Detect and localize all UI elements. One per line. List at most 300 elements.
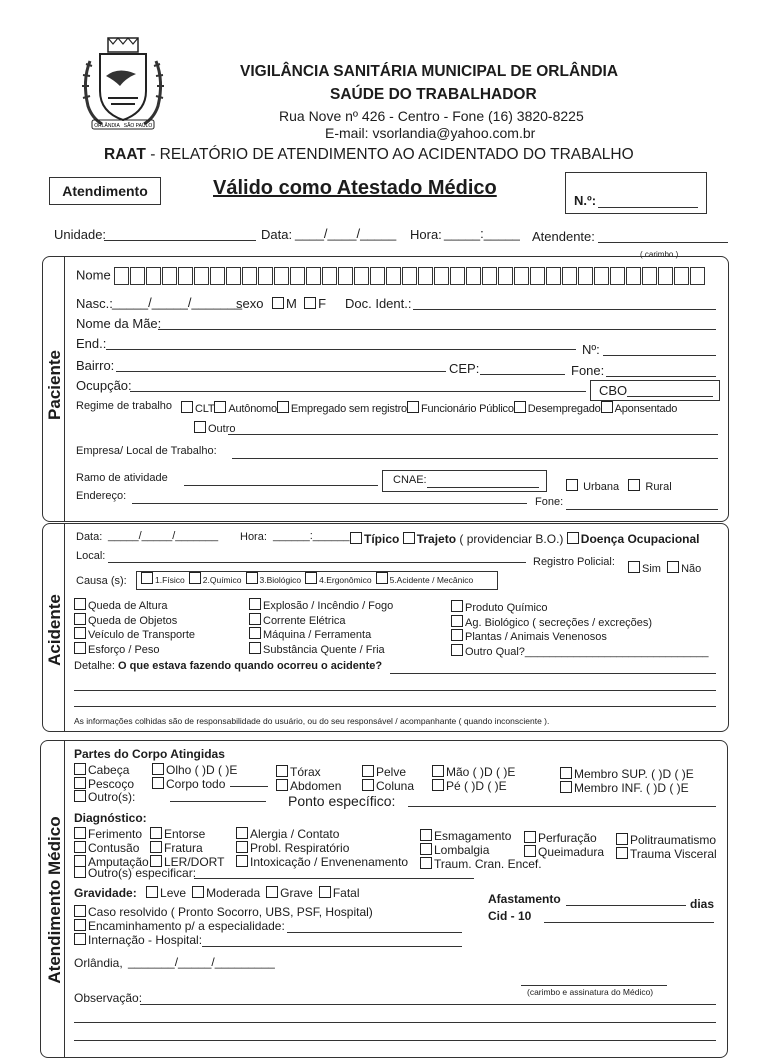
sexo-m-checkbox[interactable] xyxy=(272,297,284,309)
obs-field-1[interactable] xyxy=(140,1004,716,1005)
sexo-label: sexo xyxy=(236,296,264,311)
nome-char-box[interactable] xyxy=(562,267,577,285)
empresa-field[interactable] xyxy=(232,458,718,459)
queda-de-altura-checkbox[interactable] xyxy=(74,598,86,610)
outro-qual-label: Outro Qual? xyxy=(465,645,525,658)
no-field[interactable] xyxy=(603,355,716,356)
outros-esp-field[interactable] xyxy=(194,878,474,879)
regime-desempregado-checkbox[interactable] xyxy=(514,401,526,413)
abdomen-checkbox[interactable] xyxy=(276,779,288,791)
dept-title: SAÚDE DO TRABALHADOR xyxy=(330,86,537,103)
nome-char-box[interactable] xyxy=(674,267,689,285)
nome-char-box[interactable] xyxy=(386,267,401,285)
raat-code: RAAT xyxy=(104,146,146,163)
registro-sim-checkbox[interactable] xyxy=(628,561,640,573)
regime-outro-checkbox[interactable] xyxy=(194,421,206,433)
nome-char-box[interactable] xyxy=(242,267,257,285)
regime-aponsentado-checkbox[interactable] xyxy=(601,401,613,413)
outros-field[interactable] xyxy=(170,801,266,802)
ramo-field[interactable] xyxy=(184,485,378,486)
gravidade-row xyxy=(74,886,360,900)
sexo-m-label: M xyxy=(286,296,297,311)
ocupacao-field[interactable] xyxy=(130,391,586,392)
medico-title: Atendimento Médico xyxy=(45,816,64,984)
outros-checkbox[interactable] xyxy=(74,790,86,802)
local-label: Local: xyxy=(76,550,106,562)
option-row xyxy=(451,629,708,644)
option-row xyxy=(451,615,708,630)
nome-char-box[interactable] xyxy=(546,267,561,285)
diag-col5 xyxy=(524,831,604,859)
partes-col3 xyxy=(276,765,341,792)
ag-biologico-secrecoes-excrecoes-label: Ag. Biológico ( secreções / excreções) xyxy=(465,616,653,629)
nome-char-box[interactable] xyxy=(434,267,449,285)
acidente-data-label: Data: xyxy=(76,531,103,543)
causa-label: Causa (s): xyxy=(76,575,127,587)
diag-col6 xyxy=(616,833,717,861)
detalhe-field-2[interactable] xyxy=(74,690,716,691)
nome-char-box[interactable] xyxy=(130,267,145,285)
conduta-rows xyxy=(74,905,373,947)
option-row xyxy=(150,841,224,855)
gravidade-leve-label: Leve xyxy=(160,886,187,900)
option-row xyxy=(616,847,717,861)
assinatura-line[interactable] xyxy=(521,985,667,986)
gravidade-grave-label: Grave xyxy=(280,886,313,900)
detalhe-field-3[interactable] xyxy=(74,706,716,707)
option-row xyxy=(451,644,708,659)
veiculo-de-transporte-checkbox[interactable] xyxy=(74,627,86,639)
diag-col3 xyxy=(236,827,408,869)
atendente-label: Atendente: xyxy=(532,229,595,244)
hora-label: Hora: xyxy=(410,227,442,242)
ocupacao-label: Ocupção: xyxy=(76,378,132,393)
encam-field[interactable] xyxy=(287,932,462,933)
regime-autonomo-checkbox[interactable] xyxy=(214,401,226,413)
torax-label: Tórax xyxy=(290,765,321,779)
ponto-label: Ponto específico: xyxy=(288,793,396,809)
nome-char-box[interactable] xyxy=(274,267,289,285)
obs-field-3[interactable] xyxy=(74,1040,716,1041)
cbo-label: CBO xyxy=(599,383,628,398)
obs-field-2[interactable] xyxy=(74,1022,716,1023)
nome-char-box[interactable] xyxy=(322,267,337,285)
acidente-col1 xyxy=(74,598,195,656)
cep-label: CEP: xyxy=(449,361,480,376)
data-field[interactable]: ____/____/_____ xyxy=(295,226,397,241)
intoxicacao-envenenamento-checkbox[interactable] xyxy=(236,855,248,867)
fone-field[interactable] xyxy=(606,376,716,377)
municipal-crest-icon xyxy=(78,36,168,131)
option-row xyxy=(420,857,542,871)
end-label: End.: xyxy=(76,336,107,351)
trajeto-checkbox[interactable] xyxy=(403,532,415,544)
causa-4-checkbox[interactable] xyxy=(305,572,317,584)
hora-field[interactable]: _____:_____ xyxy=(444,226,520,241)
perfuracao-checkbox[interactable] xyxy=(524,831,536,843)
fratura-label: Fratura xyxy=(164,841,203,855)
cbo-box[interactable] xyxy=(590,380,720,401)
option-row xyxy=(74,598,195,613)
regime-clt-checkbox[interactable] xyxy=(181,401,193,413)
cabeca-checkbox[interactable] xyxy=(74,763,86,775)
end-field[interactable] xyxy=(106,349,576,350)
entorse-label: Entorse xyxy=(164,827,206,841)
outros-label: Outro(s): xyxy=(88,790,136,804)
nome-char-box[interactable] xyxy=(658,267,673,285)
option-row xyxy=(616,833,717,847)
gravidade-moderada-checkbox[interactable] xyxy=(192,886,204,898)
obs-label: Observação: xyxy=(74,991,143,1005)
queda-de-objetos-checkbox[interactable] xyxy=(74,613,86,625)
ramo-label: Ramo de atividade xyxy=(76,472,168,484)
nome-char-box[interactable] xyxy=(642,267,657,285)
olho-label: Olho ( )D ( )E xyxy=(166,763,238,777)
politraumatismo-checkbox[interactable] xyxy=(616,833,628,845)
trauma-visceral-label: Trauma Visceral xyxy=(630,847,717,861)
pe-checkbox[interactable] xyxy=(432,779,444,791)
option-row xyxy=(74,627,195,642)
gravidade-fatal-label: Fatal xyxy=(332,886,360,900)
diag-title: Diagnóstico: xyxy=(74,811,147,825)
option-row xyxy=(249,627,393,642)
causa-1-checkbox[interactable] xyxy=(141,572,153,584)
rural-checkbox[interactable] xyxy=(628,479,640,491)
cnae-label: CNAE: xyxy=(393,474,427,486)
detalhe-question: O que estava fazendo quando ocorreu o acidente? xyxy=(118,660,383,672)
perfuracao-label: Perfuração xyxy=(538,831,597,845)
registro-options xyxy=(628,561,701,575)
raat-title xyxy=(104,146,634,164)
urbana-label: Urbana xyxy=(583,481,620,493)
lombalgia-label: Lombalgia xyxy=(434,843,490,857)
nome-boxes[interactable] xyxy=(114,267,706,282)
info-note: As informações colhidas são de responsabilidade do usuário, ou do seu responsável / acompanhante ( quando inconsciente ). xyxy=(74,716,550,726)
gravidade-label: Gravidade: xyxy=(74,886,137,900)
mao-checkbox[interactable] xyxy=(432,765,444,777)
regime-outro-label: Outro xyxy=(208,423,236,435)
nome-char-box[interactable] xyxy=(210,267,225,285)
corrente-eletrica-checkbox[interactable] xyxy=(249,613,261,625)
fone2-field[interactable] xyxy=(566,509,718,510)
no-label: Nº: xyxy=(582,342,600,357)
outros-esp-label: Outro(s) especificar: xyxy=(88,866,197,880)
atendimento-box: Atendimento xyxy=(49,177,161,205)
contusao-checkbox[interactable] xyxy=(74,841,86,853)
rural-label: Rural xyxy=(645,481,672,493)
cid-field[interactable] xyxy=(544,922,714,923)
cid-label: Cid - 10 xyxy=(488,909,532,923)
detalhe-row xyxy=(74,660,382,672)
nome-char-box[interactable] xyxy=(194,267,209,285)
numero-box[interactable] xyxy=(565,172,707,214)
regime-funcionario-publico-label: Funcionário Público xyxy=(420,403,514,415)
amputacao-label: Amputação xyxy=(88,855,149,869)
plantas-animais-venenosos-checkbox[interactable] xyxy=(451,629,463,641)
urbana-checkbox[interactable] xyxy=(566,479,578,491)
nasc-label: Nasc.: xyxy=(76,296,113,311)
corpo-label: Corpo todo xyxy=(166,776,226,791)
gravidade-grave-checkbox[interactable] xyxy=(266,886,278,898)
ferimento-checkbox[interactable] xyxy=(74,827,86,839)
sexo-f-checkbox[interactable] xyxy=(304,297,316,309)
caso-label: Caso resolvido ( Pronto Socorro, UBS, PSF, Hospital) xyxy=(88,905,373,919)
regime-empregado-sem-registro-label: Empregado sem registro xyxy=(290,403,407,415)
bairro-field[interactable] xyxy=(116,371,446,372)
contusao-label: Contusão xyxy=(88,841,140,855)
veiculo-de-transporte-label: Veículo de Transporte xyxy=(88,629,196,641)
tipico-label: Típico xyxy=(364,532,400,546)
partes-col5 xyxy=(432,765,515,792)
nome-row xyxy=(76,267,706,285)
nome-char-box[interactable] xyxy=(418,267,433,285)
partes-col2 xyxy=(152,763,237,790)
diag-col1 xyxy=(74,827,149,869)
traum-cran-encef-label: Traum. Cran. Encef. xyxy=(434,857,542,871)
lombalgia-checkbox[interactable] xyxy=(420,843,432,855)
substancia-quente-fria-checkbox[interactable] xyxy=(249,642,261,654)
email-line: E-mail: vsorlandia@yahoo.com.br xyxy=(325,125,536,141)
explosao-incendio-fogo-checkbox[interactable] xyxy=(249,598,261,610)
afast-field[interactable] xyxy=(566,905,686,906)
membro-sup-checkbox[interactable] xyxy=(560,767,572,779)
nome-label: Nome xyxy=(76,267,111,283)
regime-desempregado-label: Desempregado xyxy=(527,403,601,415)
causa-item xyxy=(305,575,371,585)
outro-qual-field[interactable]: ______________________________ xyxy=(524,645,709,658)
produto-quimico-label: Produto Químico xyxy=(465,602,548,614)
doc-field[interactable] xyxy=(413,309,716,310)
doenca-label: Doença Ocupacional xyxy=(580,532,700,546)
causa-1-label: 1.Físico xyxy=(155,575,185,585)
pelve-checkbox[interactable] xyxy=(362,765,374,777)
regime-autonomo-label: Autônomo xyxy=(228,403,277,415)
regime-clt-label: CLT xyxy=(195,403,215,415)
afast-label: Afastamento xyxy=(488,892,561,906)
traum-cran-encef-checkbox[interactable] xyxy=(420,857,432,869)
gravidade-fatal-checkbox[interactable] xyxy=(319,886,331,898)
explosao-incendio-fogo-label: Explosão / Incêndio / Fogo xyxy=(263,600,394,612)
regime-options xyxy=(181,401,677,415)
option-row xyxy=(451,600,708,615)
unidade-field[interactable] xyxy=(104,240,256,241)
trauma-visceral-checkbox[interactable] xyxy=(616,847,628,859)
outros-esp-row xyxy=(74,866,196,880)
option-row xyxy=(249,613,393,628)
nome-char-box[interactable] xyxy=(530,267,545,285)
registro-nao-label: Não xyxy=(681,563,702,575)
fone-label: Fone: xyxy=(571,363,605,378)
option-row xyxy=(74,841,149,855)
causa-box xyxy=(136,571,498,590)
alergia-contato-checkbox[interactable] xyxy=(236,827,248,839)
option-row xyxy=(74,827,149,841)
acidente-title: Acidente xyxy=(45,594,64,666)
trajeto-label: Trajeto xyxy=(416,532,457,546)
esmagamento-label: Esmagamento xyxy=(434,829,512,843)
option-row xyxy=(524,845,604,859)
mae-label: Nome da Mãe: xyxy=(76,316,162,331)
causa-2-checkbox[interactable] xyxy=(189,572,201,584)
queimadura-checkbox[interactable] xyxy=(524,845,536,857)
esforco-peso-label: Esforço / Peso xyxy=(88,643,160,656)
mao-label: Mão ( )D ( )E xyxy=(446,765,516,779)
pescoco-label: Pescoço xyxy=(88,776,135,791)
nome-char-box[interactable] xyxy=(178,267,193,285)
encam-label: Encaminhamento p/ a especialidade: xyxy=(88,919,285,933)
local-field[interactable] xyxy=(108,562,526,563)
nome-char-box[interactable] xyxy=(450,267,465,285)
detalhe-field-1[interactable] xyxy=(390,673,716,674)
pescoco-checkbox[interactable] xyxy=(74,777,86,789)
option-row xyxy=(236,855,408,869)
nome-char-box[interactable] xyxy=(402,267,417,285)
causa-item xyxy=(141,575,185,585)
acidente-hora-field[interactable]: ______:______ xyxy=(273,530,350,542)
partes-col4 xyxy=(362,765,414,792)
causa-3-label: 3.Biológico xyxy=(259,575,302,585)
numero-label: N.º: xyxy=(574,193,597,208)
nome-char-box[interactable] xyxy=(290,267,305,285)
nome-char-box[interactable] xyxy=(514,267,529,285)
esforco-peso-checkbox[interactable] xyxy=(74,642,86,654)
queda-de-objetos-label: Queda de Objetos xyxy=(88,614,178,627)
registro-nao-checkbox[interactable] xyxy=(667,561,679,573)
ferimento-label: Ferimento xyxy=(88,827,143,841)
nome-char-box[interactable] xyxy=(498,267,513,285)
nome-char-box[interactable] xyxy=(226,267,241,285)
corpo-checkbox[interactable] xyxy=(152,777,164,789)
mae-field[interactable] xyxy=(158,329,716,330)
causa-5-checkbox[interactable] xyxy=(376,572,388,584)
regime-label: Regime de trabalho xyxy=(76,400,173,412)
fone2-label: Fone: xyxy=(535,496,564,508)
nome-char-box[interactable] xyxy=(594,267,609,285)
tipo-options xyxy=(350,532,699,546)
option-row xyxy=(249,642,393,657)
esmagamento-checkbox[interactable] xyxy=(420,829,432,841)
gravidade-leve-checkbox[interactable] xyxy=(146,886,158,898)
nome-char-box[interactable] xyxy=(306,267,321,285)
orlandia-label: Orlândia, xyxy=(74,956,123,970)
coluna-label: Coluna xyxy=(376,778,415,793)
detalhe-label: Detalhe: xyxy=(74,660,115,672)
intern-checkbox[interactable] xyxy=(74,933,86,945)
causa-2-label: 2.Químico xyxy=(202,575,242,585)
regime-funcionario-publico-checkbox[interactable] xyxy=(407,401,419,413)
probl-respiratorio-checkbox[interactable] xyxy=(236,841,248,853)
diag-col2 xyxy=(150,827,224,869)
entorse-checkbox[interactable] xyxy=(150,827,162,839)
sexo-f-label: F xyxy=(318,296,327,311)
outro-qual-checkbox[interactable] xyxy=(451,644,463,656)
orlandia-date[interactable]: _______/_____/_________ xyxy=(128,955,275,969)
regime-outro-field[interactable] xyxy=(228,434,718,435)
empresa-label: Empresa/ Local de Trabalho: xyxy=(76,445,217,457)
nome-char-box[interactable] xyxy=(338,267,353,285)
cnae-box[interactable] xyxy=(382,470,547,492)
regime-empregado-sem-registro-checkbox[interactable] xyxy=(277,401,289,413)
produto-quimico-checkbox[interactable] xyxy=(451,600,463,612)
nome-char-box[interactable] xyxy=(146,267,161,285)
intern-field[interactable] xyxy=(202,946,462,947)
municipal-crest xyxy=(78,36,168,131)
bo-label: ( providenciar B.O.) xyxy=(459,532,564,546)
nome-char-box[interactable] xyxy=(370,267,385,285)
probl-respiratorio-label: Probl. Respiratório xyxy=(250,841,350,855)
queimadura-label: Queimadura xyxy=(538,845,605,859)
crest-banner-right: SÃO PAULO xyxy=(123,123,153,129)
intoxicacao-envenenamento-label: Intoxicação / Envenenamento xyxy=(250,855,409,869)
nasc-field[interactable]: _____/_____/_______ xyxy=(112,295,243,310)
ag-biologico-secrecoes-excrecoes-checkbox[interactable] xyxy=(451,615,463,627)
registro-sim-label: Sim xyxy=(642,563,661,575)
nome-char-box[interactable] xyxy=(482,267,497,285)
option-row xyxy=(150,827,224,841)
causa-4-label: 4.Ergonômico xyxy=(319,575,372,585)
nome-char-box[interactable] xyxy=(354,267,369,285)
olho-checkbox[interactable] xyxy=(152,763,164,775)
nome-char-box[interactable] xyxy=(466,267,481,285)
causa-item xyxy=(376,575,474,585)
nome-char-box[interactable] xyxy=(578,267,593,285)
zona-options xyxy=(566,479,672,493)
partes-col6 xyxy=(560,767,694,794)
acidente-data-field[interactable]: _____/_____/_______ xyxy=(108,530,219,542)
cep-field[interactable] xyxy=(480,374,565,375)
unidade-label: Unidade: xyxy=(54,227,107,242)
sexo-options xyxy=(272,296,326,311)
causa-item xyxy=(246,575,302,585)
politraumatismo-label: Politraumatismo xyxy=(630,833,717,847)
cabeca-label: Cabeça xyxy=(88,763,130,777)
membro-sup-label: Membro SUP. ( )D ( )E xyxy=(574,767,694,781)
nome-char-box[interactable] xyxy=(162,267,177,285)
caso-checkbox[interactable] xyxy=(74,905,86,917)
encam-checkbox[interactable] xyxy=(74,919,86,931)
endereco-field[interactable] xyxy=(132,503,527,504)
acidente-hora-label: Hora: xyxy=(240,531,267,543)
ponto-field[interactable] xyxy=(408,806,716,807)
valido-title: Válido como Atestado Médico xyxy=(213,177,497,199)
causa-3-checkbox[interactable] xyxy=(246,572,258,584)
outros-esp-checkbox[interactable] xyxy=(74,866,86,878)
tipico-checkbox[interactable] xyxy=(350,532,362,544)
causa-5-label: 5.Acidente / Mecânico xyxy=(389,575,474,585)
plantas-animais-venenosos-label: Plantas / Animais Venenosos xyxy=(465,631,607,643)
atendente-field[interactable] xyxy=(598,242,728,243)
option-row xyxy=(236,827,408,841)
nome-char-box[interactable] xyxy=(690,267,705,285)
data-label: Data: xyxy=(261,227,293,242)
registro-label: Registro Policial: xyxy=(533,556,615,568)
nome-char-box[interactable] xyxy=(610,267,625,285)
nome-char-box[interactable] xyxy=(626,267,641,285)
maquina-ferramenta-checkbox[interactable] xyxy=(249,627,261,639)
substancia-quente-fria-label: Substância Quente / Fria xyxy=(263,643,385,656)
membro-inf-checkbox[interactable] xyxy=(560,781,572,793)
torax-checkbox[interactable] xyxy=(276,765,288,777)
option-row xyxy=(524,831,604,845)
coluna-checkbox[interactable] xyxy=(362,779,374,791)
nome-char-box[interactable] xyxy=(114,267,129,285)
doenca-checkbox[interactable] xyxy=(567,532,579,544)
nome-char-box[interactable] xyxy=(258,267,273,285)
pe-label: Pé ( )D ( )E xyxy=(446,778,507,793)
alergia-contato-label: Alergia / Contato xyxy=(250,827,340,841)
raat-desc: - RELATÓRIO DE ATENDIMENTO AO ACIDENTADO DO TRABALHO xyxy=(150,146,634,163)
fratura-checkbox[interactable] xyxy=(150,841,162,853)
